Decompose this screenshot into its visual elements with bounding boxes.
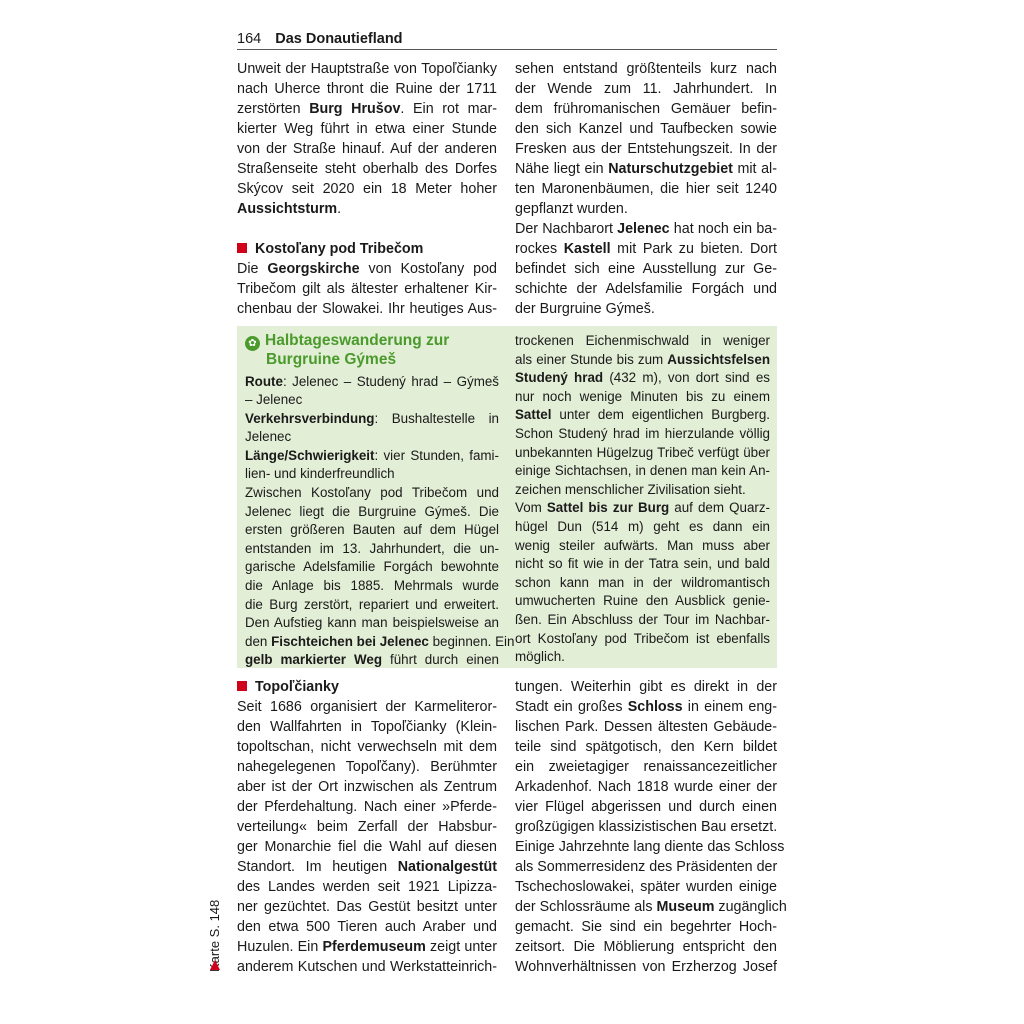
text-line: Verkehrsverbindung: Bushaltestelle in xyxy=(245,410,499,426)
text-line: die Burg zerstört, repariert und erweitert. xyxy=(245,596,499,612)
text-line: lischen Park. Dessen ältesten Gebäude- xyxy=(515,719,777,735)
text-line: ger Monarchie fiel die Wahl auf diesen xyxy=(237,839,497,855)
text-line: Aussichtsturm. xyxy=(237,201,342,217)
text-line: zeichen menschlicher Zivilisation sieht. xyxy=(515,481,746,497)
section-marker-icon xyxy=(237,243,247,253)
text-line: aber ist der Ort inzwischen als Zentrum xyxy=(237,779,497,795)
box-text-left xyxy=(245,373,515,671)
page-number: 164 xyxy=(237,31,262,47)
text-line: als einer Stunde bis zum Aussichtsfelsen xyxy=(515,351,770,367)
text-line: der Pferdehaltung. Nach einer »Pferde- xyxy=(237,799,497,815)
text-line: sehen entstand größtenteils kurz nach xyxy=(515,61,777,77)
right-column-top xyxy=(515,59,777,319)
text-line: gemacht. Sie sind ein begehrter Hoch- xyxy=(515,919,777,935)
text-line: von der Straße hinauf. Auf der anderen xyxy=(237,141,497,157)
hiking-info-box xyxy=(237,326,777,668)
text-line: Arkadenhof. Nach 1818 wurde einer der xyxy=(515,779,777,795)
text-line: Skýcov seit 2020 ein 18 Meter hoher xyxy=(237,181,497,197)
text-line: einige Sichtachsen, in denen man kein An- xyxy=(515,463,770,479)
text-line: – Jelenec xyxy=(245,392,303,408)
box-title: ✿ Halbtageswanderung zur Burgruine Gýmeš xyxy=(245,332,499,370)
text-line: anderem Kutschen und Werkstatteinrich- xyxy=(237,959,497,975)
text-line: großzügigen klassizistischen Bau ersetzt. xyxy=(515,819,778,835)
text-line: rockes Kastell mit Park zu bieten. Dort xyxy=(515,241,777,257)
text-line: Zwischen Kostoľany pod Tribečom und xyxy=(245,485,499,501)
left-column-top xyxy=(237,59,497,319)
right-column-bottom xyxy=(515,677,787,977)
text-line: hügel Dun (514 m) geht es dann ein xyxy=(515,518,770,534)
text-line: Nähe liegt ein Naturschutzgebiet mit al- xyxy=(515,161,777,177)
text-line: gelb markierter Weg führt durch einen xyxy=(245,652,499,668)
text-line: Einige Jahrzehnte lang diente das Schloss xyxy=(515,839,785,855)
text-line: ersten größeren Bauten auf dem Hügel xyxy=(245,522,499,538)
text-line: Vom Sattel bis zur Burg auf dem Quarz- xyxy=(515,500,771,516)
text-line: Stadt ein großes Schloss in einem eng- xyxy=(515,699,777,715)
text-line: zeitsort. Die Möblierung entspricht den xyxy=(515,939,777,955)
text-line: vier Flügel abgerissen und durch einen xyxy=(515,799,777,815)
triangle-marker-icon xyxy=(210,960,220,970)
map-reference-text: Karte S. 148 xyxy=(207,899,222,972)
text-line: Länge/Schwierigkeit: vier Stunden, fami- xyxy=(245,447,499,463)
text-line: den etwa 500 Tieren auch Araber und xyxy=(237,919,497,935)
text-line: Tschechoslowakei, später wurden einige xyxy=(515,879,777,895)
box-right-column xyxy=(515,332,770,667)
text-line: ort Kostoľany pod Tribečom ist ebenfalls xyxy=(515,630,770,646)
text-line: tungen. Weiterhin gibt es direkt in der xyxy=(515,679,777,695)
text-line: teile sind spätgotisch, den Kern bildet xyxy=(515,739,777,755)
text-line: entstanden im 13. Jahrhundert, die un- xyxy=(245,540,499,556)
text-line: Tribečom gilt als ältester erhaltener Kir- xyxy=(237,281,497,297)
text-line: ner gezüchtet. Das Gestüt besitzt unter xyxy=(237,899,497,915)
text-line: befindet sich eine Ausstellung zur Ge- xyxy=(515,261,777,277)
text-line: Route: Jelenec – Studený hrad – Gýmeš xyxy=(245,373,499,389)
text-line: nicht so fit wie in der Tatra sein, und bald xyxy=(515,556,770,572)
text-line: Wohnverhältnissen von Erzherzog Josef xyxy=(515,959,777,975)
map-reference xyxy=(205,888,225,978)
chapter-title: Das Donautiefland xyxy=(275,31,403,47)
text-line: trockenen Eichenmischwald in weniger xyxy=(515,333,770,348)
text-line: zerstörten Burg Hrušov. Ein rot mar- xyxy=(237,101,497,117)
box-text-right xyxy=(515,332,770,667)
box-left-column xyxy=(245,332,515,670)
text-line: gepflanzt wurden. xyxy=(515,201,628,217)
text-line: verteilung« beim Zerfall der Habsbur- xyxy=(237,819,497,835)
text-line: Studený hrad (432 m), von dort sind es xyxy=(515,370,770,386)
text-line: Der Nachbarort Jelenec hat noch ein ba- xyxy=(515,221,777,237)
text-line: der Schlossräume als Museum zugänglich xyxy=(515,899,787,915)
text-line: ten Maronenbäumen, die hier seit 1240 xyxy=(515,181,777,197)
text-line: chenbau der Slowakei. Ihr heutiges Aus- xyxy=(237,301,497,317)
text-line: den Wallfahrten in Topoľčianky (Klein- xyxy=(237,719,497,735)
text-line: topoltschan, nicht verwechseln mit dem xyxy=(237,739,497,755)
text-line: möglich. xyxy=(515,649,565,665)
section-heading-kostolany: Kostoľany pod Tribečom xyxy=(237,239,497,259)
text-line: wenig steiler aufwärts. Man muss aber xyxy=(515,537,770,553)
text-line: Standort. Im heutigen Nationalgestüt xyxy=(237,859,497,875)
text-line: schichte der Adelsfamilie Forgách und xyxy=(515,281,777,297)
text-line: schon kann man in der wildromantisch xyxy=(515,574,770,590)
hiking-icon: ✿ xyxy=(245,336,260,351)
text-line: die Anlage bis 1885. Mehrmals wurde xyxy=(245,578,499,594)
text-line: ein zweietagiger renaissancezeitlicher xyxy=(515,759,777,775)
text-line: Seit 1686 organisiert der Karmeliteror- xyxy=(237,699,497,715)
running-header xyxy=(237,30,777,50)
text-line: Jelenec xyxy=(245,429,292,445)
paragraph-kostolany xyxy=(237,259,497,319)
text-line: den Fischteichen bei Jelenec beginnen. Ein xyxy=(245,633,515,649)
text-line: Sattel unter dem eigentlichen Burgberg. xyxy=(515,407,770,423)
text-line: Unweit der Hauptstraße von Topoľčianky xyxy=(237,61,497,77)
left-column-bottom xyxy=(237,677,497,977)
section-heading-topolcianky: Topoľčianky xyxy=(237,677,497,697)
text-line: Straßenseite steht oberhalb des Dorfes xyxy=(237,161,497,177)
text-line: Den Aufstieg kann man beispielsweise an xyxy=(245,615,499,631)
text-line: der Wende zum 11. Jahrhundert. In xyxy=(515,81,777,97)
text-line: Die Georgskirche von Kostoľany pod xyxy=(237,261,497,277)
text-line: kierter Weg führt in etwa einer Stunde xyxy=(237,121,497,137)
text-line: lien- und kinderfreundlich xyxy=(245,466,395,482)
text-line: den sich Kanzel und Taufbecken sowie xyxy=(515,121,777,137)
text-line: dem frühromanischen Gemäuer befin- xyxy=(515,101,777,117)
text-line: nur noch wenige Minuten bis zu einem xyxy=(515,388,770,404)
text-line: der Burgruine Gýmeš. xyxy=(515,301,655,317)
text-line: garische Adelsfamilie Forgách bewohnte xyxy=(245,559,499,575)
paragraph-topolcianky-cont xyxy=(515,677,787,977)
paragraph-intro xyxy=(237,59,497,219)
text-line: Fresken aus der Entstehungszeit. In der xyxy=(515,141,777,157)
text-line: unbekannten Hügelzug Tribeč verfügt über xyxy=(515,444,770,460)
text-line: nahegelegenen Topoľčany). Berühmter xyxy=(237,759,497,775)
text-line: ßen. Ein Abschluss der Tour im Nachbar- xyxy=(515,611,770,627)
text-line: Jelenec liegt die Burgruine Gýmeš. Die xyxy=(245,503,499,519)
text-line: Schon Studený hrad im hierzulande völlig xyxy=(515,425,770,441)
paragraph-kostolany-cont xyxy=(515,59,777,319)
text-line: umwucherten Ruine den Ausblick genie- xyxy=(515,593,770,609)
section-marker-icon xyxy=(237,681,247,691)
text-line: nach Uherce thront die Ruine der 1711 xyxy=(237,81,497,97)
paragraph-topolcianky xyxy=(237,697,497,977)
text-line: des Landes werden seit 1921 Lipizza- xyxy=(237,879,497,895)
text-line: als Sommerresidenz des Präsidenten der xyxy=(515,859,778,875)
text-line: Huzulen. Ein Pferdemuseum zeigt unter xyxy=(237,939,497,955)
